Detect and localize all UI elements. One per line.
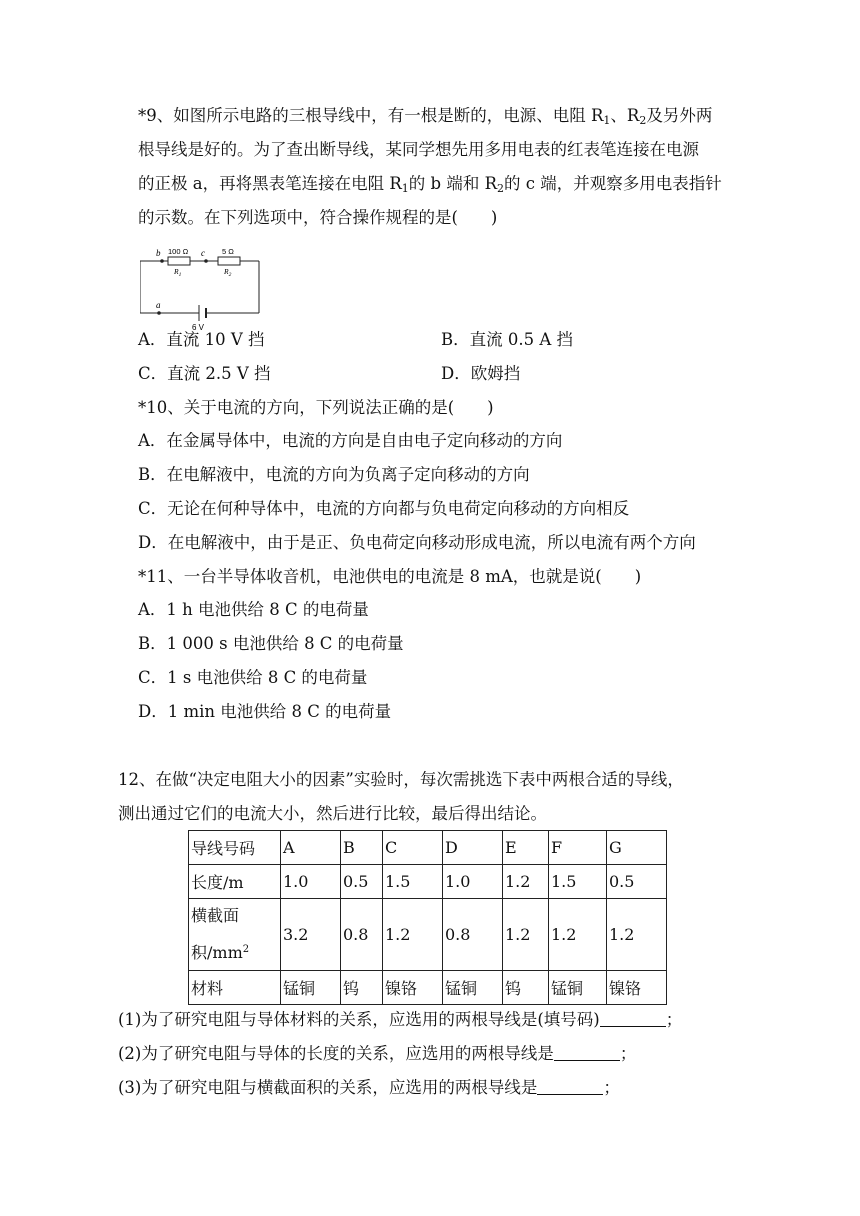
label-c: c — [201, 248, 205, 258]
answer-blank-2[interactable] — [554, 1044, 620, 1061]
q10-option-c: C．无论在何种导体中，电流的方向都与负电荷定向移动的方向相反 — [138, 499, 630, 518]
table-row-code — [189, 831, 667, 865]
length-cell: 0.5 — [607, 865, 667, 899]
q10-option-a: A．在金属导体中，电流的方向是自由电子定向移动的方向 — [138, 431, 563, 450]
resistor-r1 — [168, 257, 190, 265]
q9-line-1: *9、如图所示电路的三根导线中，有一根是断的，电源、电阻 $R_1$、$R_2$及另外两 — [138, 106, 713, 127]
q9-option-d: D．欧姆挡 — [441, 364, 521, 383]
code-cell: D — [443, 831, 503, 865]
wire-table — [188, 830, 667, 1005]
row-header-material: 材料 — [189, 971, 281, 1005]
q11-option-a: A．1 h 电池供给 8 C 的电荷量 — [138, 600, 369, 619]
q10-stem: *10、关于电流的方向，下列说法正确的是( ) — [138, 398, 494, 417]
q11-option-d: D．1 min 电池供给 8 C 的电荷量 — [138, 702, 392, 721]
length-cell: 1.5 — [383, 865, 443, 899]
q10-option-b: B．在电解液中，电流的方向为负离子定向移动的方向 — [138, 465, 530, 484]
length-cell: 1.0 — [281, 865, 341, 899]
q9-line-3: 的正极 a，再将黑表笔连接在电阻 $R_1$的 b 端和 $R_2$的 c 端，并观察多用电表指针 — [138, 174, 722, 195]
q11-option-b: B．1 000 s 电池供给 8 C 的电荷量 — [138, 634, 404, 653]
resistor-r2 — [218, 257, 240, 265]
area-cell: 1.2 — [383, 899, 443, 971]
material-cell: 锰铜 — [443, 971, 503, 1005]
answer-blank-1[interactable] — [600, 1010, 666, 1027]
q9-line-2: 根导线是好的。为了查出断导线，某同学想先用多用电表的红表笔连接在电源 — [138, 140, 699, 159]
material-cell: 钨 — [503, 971, 549, 1005]
node-b — [160, 259, 164, 263]
node-c — [204, 259, 208, 263]
code-cell: A — [281, 831, 341, 865]
code-cell: C — [383, 831, 443, 865]
code-cell: E — [503, 831, 549, 865]
q12-sub-1: (1)为了研究电阻与导体材料的关系，应选用的两根导线是(填号码) ； — [118, 1010, 683, 1029]
table-row-length — [189, 865, 667, 899]
area-cell: 1.2 — [549, 899, 607, 971]
row-header-code: 导线号码 — [189, 831, 281, 865]
label-b: b — [156, 248, 161, 258]
length-cell: 1.0 — [443, 865, 503, 899]
material-cell: 锰铜 — [281, 971, 341, 1005]
q9-option-a: A．直流 10 V 挡 — [138, 330, 265, 349]
q12-sub-3: (3)为了研究电阻与横截面积的关系，应选用的两根导线是 ； — [118, 1078, 620, 1097]
area-cell: 1.2 — [607, 899, 667, 971]
r2-value: 5 Ω — [222, 247, 234, 256]
q12-sub-2: (2)为了研究电阻与导体的长度的关系，应选用的两根导线是 ； — [118, 1044, 637, 1063]
length-cell: 1.5 — [549, 865, 607, 899]
q12-line-2: 测出通过它们的电流大小，然后进行比较，最后得出结论。 — [118, 804, 547, 823]
q10-option-d: D．在电解液中，由于是正、负电荷定向移动形成电流，所以电流有两个方向 — [138, 533, 696, 552]
battery-voltage: 6 V — [192, 323, 205, 332]
q12-line-1: 12、在做“决定电阻大小的因素”实验时，每次需挑选下表中两根合适的导线， — [118, 770, 684, 789]
q9-option-b: B．直流 0.5 A 挡 — [441, 330, 574, 349]
r2-label: $R_2$ — [224, 267, 232, 278]
material-cell: 镍铬 — [607, 971, 667, 1005]
q9-option-c: C．直流 2.5 V 挡 — [138, 364, 271, 383]
length-cell: 0.5 — [341, 865, 383, 899]
q9-line-4: 的示数。在下列选项中，符合操作规程的是( ) — [138, 208, 498, 227]
label-a: a — [156, 300, 161, 310]
answer-blank-3[interactable] — [537, 1078, 603, 1095]
circuit-diagram — [140, 244, 265, 332]
q11-option-c: C．1 s 电池供给 8 C 的电荷量 — [138, 668, 368, 687]
material-cell: 镍铬 — [383, 971, 443, 1005]
table-row-material — [189, 971, 667, 1005]
node-a — [157, 311, 161, 315]
q11-stem: *11、一台半导体收音机，电池供电的电流是 8 mA，也就是说( ) — [138, 567, 642, 586]
row-header-area: 横截面 积$/mm^2$ — [189, 899, 281, 971]
material-cell: 锰铜 — [549, 971, 607, 1005]
code-cell: F — [549, 831, 607, 865]
code-cell: G — [607, 831, 667, 865]
area-cell: 1.2 — [503, 899, 549, 971]
code-cell: B — [341, 831, 383, 865]
r1-value: 100 Ω — [168, 247, 189, 256]
row-header-length: 长度/m — [189, 865, 281, 899]
length-cell: 1.2 — [503, 865, 549, 899]
r1-label: $R_1$ — [174, 267, 182, 278]
area-cell: 3.2 — [281, 899, 341, 971]
area-cell: 0.8 — [443, 899, 503, 971]
area-cell: 0.8 — [341, 899, 383, 971]
material-cell: 钨 — [341, 971, 383, 1005]
table-row-area — [189, 899, 667, 971]
